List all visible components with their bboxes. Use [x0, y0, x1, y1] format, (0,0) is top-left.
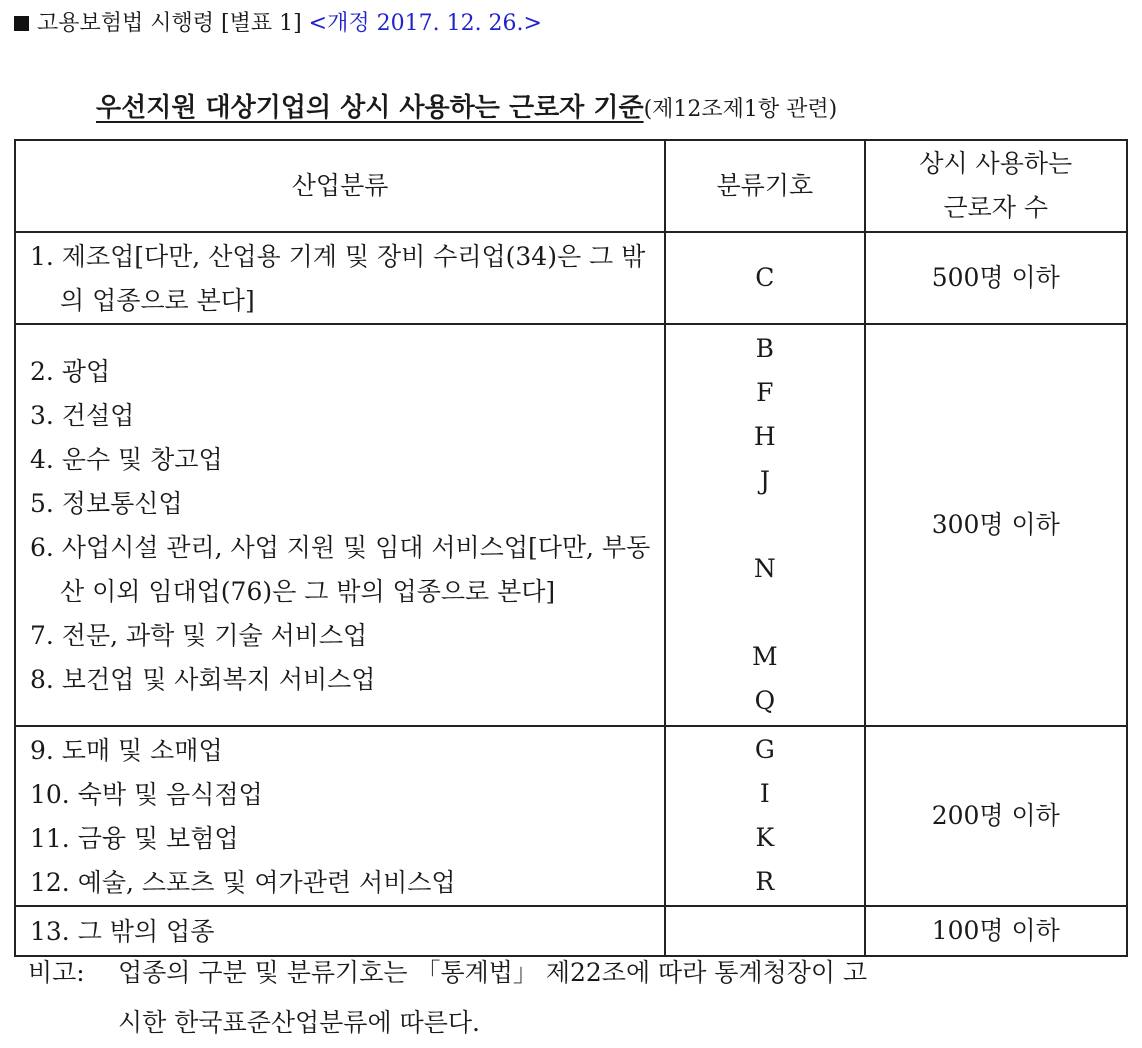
code-item: C: [755, 263, 775, 292]
table-row: [15, 232, 1127, 324]
remarks-text-1: 업종의 구분 및 분류기호는 「통계법」 제22조에 따라 통계청장이 고: [118, 958, 868, 987]
code-item: F: [756, 378, 774, 407]
industry-cell: [15, 324, 665, 726]
remarks: [28, 948, 1128, 1048]
code-item: N: [753, 554, 776, 583]
code-cell: [665, 324, 864, 726]
code-item: I: [759, 779, 770, 808]
table-row: [15, 324, 1127, 726]
code-item: Q: [754, 686, 776, 715]
law-reference: [14, 8, 542, 40]
header-workers-line1: 상시 사용하는: [919, 149, 1073, 178]
header-code: 분류기호: [665, 140, 864, 232]
industry-item: 2. 광업: [30, 357, 111, 386]
table-title-main: 우선지원 대상기업의 상시 사용하는 근로자 기준: [96, 93, 644, 123]
code-item: R: [755, 867, 775, 896]
industry-item: 3. 건설업: [30, 401, 135, 430]
industry-item: 10. 숙박 및 음식점업: [30, 780, 263, 809]
limit-cell: 500명 이하: [865, 232, 1128, 324]
industry-item: 5. 정보통신업: [30, 489, 183, 518]
remarks-line1: [28, 948, 1128, 998]
code-item: H: [753, 422, 776, 451]
header-workers: [865, 140, 1128, 232]
industry-item: 4. 운수 및 창고업: [30, 445, 223, 474]
table-row: [15, 726, 1127, 906]
amendment-date: <개정 2017. 12. 26.>: [308, 11, 542, 36]
table-title: [96, 86, 837, 133]
remarks-text-2: 시한 한국표준산업분류에 따른다.: [118, 1008, 480, 1037]
industry-item: 12. 예술, 스포츠 및 여가관련 서비스업: [30, 868, 456, 897]
code-cell: [665, 232, 864, 324]
code-item: J: [759, 466, 770, 495]
industry-item: 1. 제조업[다만, 산업용 기계 및 장비 수리업(34)은 그 밖의 업종으로 본다]: [30, 242, 646, 315]
industry-item: 11. 금융 및 보험업: [30, 824, 239, 853]
code-item: [666, 591, 863, 635]
law-title: 고용보험법 시행령 [별표 1]: [37, 11, 302, 36]
limit-cell: 200명 이하: [865, 726, 1128, 906]
industry-item: 8. 보건업 및 사회복지 서비스업: [30, 665, 376, 694]
industry-cell: [15, 726, 665, 906]
industry-item: 13. 그 밖의 업종: [30, 917, 215, 946]
code-item: [666, 503, 863, 547]
header-industry: 산업분류: [15, 140, 665, 232]
limit-cell: 100명 이하: [865, 906, 1128, 956]
code-item: K: [755, 823, 775, 852]
code-cell: [665, 726, 864, 906]
criteria-table: [14, 139, 1128, 957]
table-title-sub: (제12조제1항 관련): [643, 97, 838, 122]
code-item: B: [755, 334, 775, 363]
industry-item: 9. 도매 및 소매업: [30, 736, 223, 765]
remarks-label: 비고:: [28, 958, 85, 987]
table-header-row: [15, 140, 1127, 232]
code-item: M: [752, 642, 778, 671]
header-workers-line2: 근로자 수: [943, 193, 1049, 222]
code-item: G: [754, 735, 775, 764]
industry-item: 6. 사업시설 관리, 사업 지원 및 임대 서비스업[다만, 부동산 이외 임대업(76)은 그 밖의 업종으로 본다]: [30, 533, 651, 606]
industry-item: 7. 전문, 과학 및 기술 서비스업: [30, 621, 368, 650]
bullet-square-icon: [14, 16, 29, 31]
limit-cell: 300명 이하: [865, 324, 1128, 726]
industry-cell: [15, 232, 665, 324]
